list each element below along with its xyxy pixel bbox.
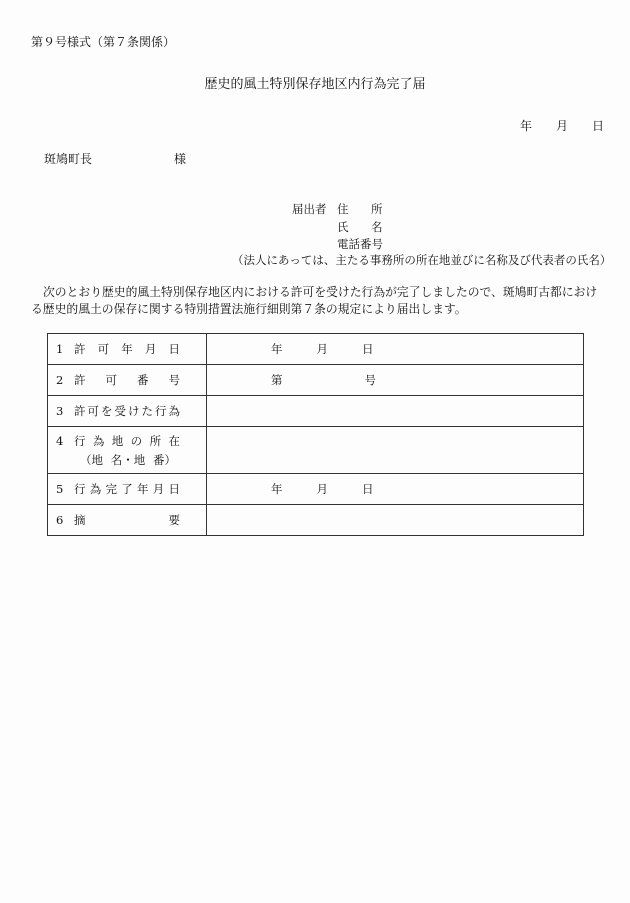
label-char: 年	[137, 482, 149, 496]
document-title: 歴史的風土特別保存地区内行為完了届	[204, 77, 426, 92]
label-char: 行	[155, 404, 167, 418]
row-label	[48, 505, 207, 536]
table-row	[48, 334, 584, 365]
label-char: を	[101, 404, 113, 418]
table-row	[48, 427, 584, 474]
addressee	[44, 150, 186, 167]
name-char-1: 氏	[337, 220, 349, 234]
row-value[interactable]	[207, 427, 584, 474]
row-value[interactable]	[207, 474, 584, 505]
row-number: 4	[56, 433, 64, 448]
value-year: 年	[271, 342, 283, 356]
form-number: 第９号様式（第７条関係）	[31, 35, 176, 49]
body-text: 次のとおり歴史的風土特別保存地区内における許可を受けた行為が完了しましたので、斑鳩町古都における歴史的風土の保存に関する特別措置法施行細則第７条の規定により届出します。	[31, 285, 598, 316]
address-char-2: 所	[371, 202, 383, 216]
row-sublabel	[56, 452, 206, 468]
label-char: 月	[144, 342, 157, 356]
addressee-name: 斑鳩町長	[44, 152, 93, 166]
applicant-name-label	[337, 219, 383, 235]
date-line	[520, 117, 604, 134]
applicant-phone-label: 電話番号	[337, 237, 383, 251]
label-char: 為	[92, 433, 105, 448]
applicant-label: 届出者	[292, 202, 327, 216]
date-day: 日	[592, 119, 605, 133]
value-day: 日	[362, 482, 374, 496]
value-month: 月	[316, 482, 328, 496]
label-char: 号	[168, 373, 180, 387]
row-number: 2	[56, 373, 64, 387]
address-char-1: 住	[337, 202, 349, 216]
label-char: 許	[74, 342, 86, 356]
applicant-note: （法人にあっては、主たる事務所の所在地並びに名称及び代表者の氏名）	[232, 253, 612, 267]
label-char: 可	[87, 404, 99, 418]
row-label	[48, 474, 207, 505]
sublabel-part: （地	[80, 452, 103, 467]
sublabel-part: 番）	[153, 452, 176, 467]
label-char: の	[130, 433, 143, 448]
label-char: 可	[105, 373, 117, 387]
value-prefix: 第	[271, 373, 283, 387]
label-char: 可	[97, 342, 110, 356]
row-label	[48, 396, 207, 427]
label-char: 許	[74, 404, 86, 418]
label-char: た	[141, 404, 153, 418]
sublabel-part: 名・地	[110, 452, 146, 467]
value-day: 日	[362, 342, 374, 356]
name-char-2: 名	[371, 220, 383, 234]
label-char: 所	[149, 433, 162, 448]
label-char: 年	[121, 342, 133, 356]
label-char: 日	[168, 482, 180, 496]
label-char: 許	[74, 373, 86, 387]
row-label	[48, 365, 207, 396]
label-char: 完	[105, 482, 117, 496]
date-year: 年	[520, 119, 533, 133]
table-row	[48, 474, 584, 505]
row-value[interactable]	[207, 365, 584, 396]
label-char: け	[128, 404, 140, 418]
row-label	[48, 334, 207, 365]
row-number: 3	[56, 404, 64, 418]
label-char: 為	[168, 404, 180, 418]
applicant-address-label	[337, 201, 383, 217]
row-number: 1	[56, 342, 64, 356]
value-month: 月	[316, 342, 328, 356]
row-value[interactable]	[207, 505, 584, 536]
value-suffix: 号	[364, 373, 376, 387]
label-char: 了	[121, 482, 133, 496]
detail-table	[47, 333, 584, 536]
addressee-honorific: 様	[174, 152, 187, 166]
label-char: 為	[89, 482, 102, 496]
row-number: 6	[56, 513, 64, 527]
row-number: 5	[56, 482, 64, 496]
label-char: 要	[168, 513, 180, 527]
label-char: 摘	[74, 513, 86, 527]
table-row	[48, 365, 584, 396]
date-month: 月	[556, 119, 569, 133]
label-char: 月	[152, 482, 165, 496]
label-char: 番	[137, 373, 149, 387]
label-char: 行	[74, 482, 86, 496]
row-value[interactable]	[207, 396, 584, 427]
value-year: 年	[271, 482, 283, 496]
row-label	[48, 427, 207, 474]
label-char: 在	[168, 433, 180, 448]
table-row	[48, 505, 584, 536]
label-char: 受	[114, 404, 126, 418]
label-char: 行	[74, 433, 86, 448]
table-row	[48, 396, 584, 427]
label-char: 日	[168, 342, 180, 356]
label-char: 地	[111, 433, 124, 448]
row-value[interactable]	[207, 334, 584, 365]
